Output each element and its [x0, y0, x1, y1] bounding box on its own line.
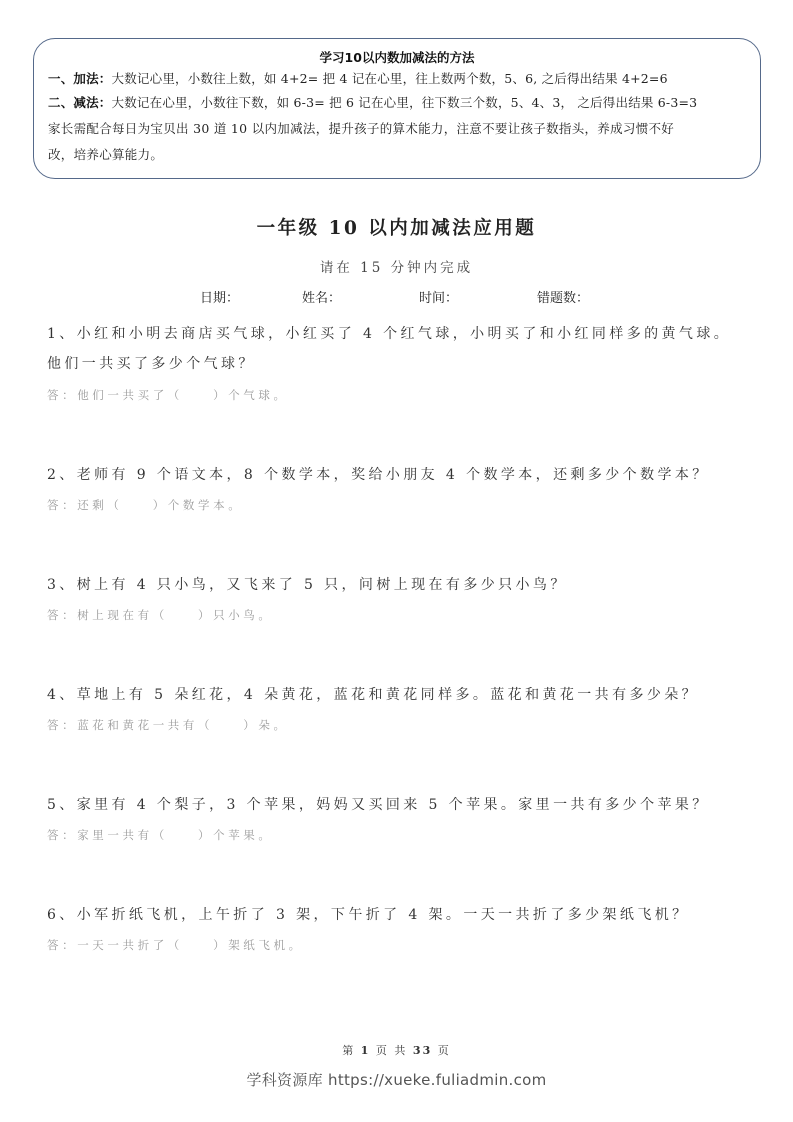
question-6: 6、小军折纸飞机，上午折了 3 架，下午折了 4 架。一天一共折了多少架纸飞机？ — [47, 907, 690, 923]
parent-note-line-1: 家长需配合每日为宝贝出 30 道 10 以内加减法，提升孩子的算术能力，注意不要让孩子数指头，养成习惯不好 — [48, 121, 675, 136]
addition-tip — [48, 68, 746, 90]
addition-label: 一、加法： — [48, 71, 112, 86]
question-1-line-1: 1、小红和小明去商店买气球，小红买了 4 个红气球，小明买了和小红同样多的黄气球。 — [47, 326, 732, 342]
tips-box — [33, 38, 761, 179]
subtraction-tip — [48, 90, 746, 116]
parent-note-line-2: 改，培养心算能力。 — [48, 147, 164, 162]
page-number — [0, 1042, 793, 1058]
question-2: 2、老师有 9 个语文本，8 个数学本，奖给小朋友 4 个数学本，还剩多少个数学本？ — [47, 467, 710, 483]
answer-4: 答：蓝花和黄花一共有（ ）朵。 — [47, 718, 289, 732]
answer-6: 答：一天一共折了（ ）架纸飞机。 — [47, 938, 304, 952]
subtraction-label: 二、减法： — [48, 95, 112, 110]
question-1-line-2: 他们一共买了多少个气球？ — [47, 356, 256, 372]
question-5: 5、家里有 4 个梨子，3 个苹果，妈妈又买回来 5 个苹果。家里一共有多少个苹果？ — [47, 797, 710, 813]
page-current: 1 — [360, 1044, 371, 1057]
answer-5: 答：家里一共有（ ）个苹果。 — [47, 828, 274, 842]
subtraction-text: 大数记在心里，小数往下数，如 6-3= 把 6 记在心里，往下数三个数，5、4、3， 之后得出结果 6-3=3 — [111, 95, 698, 110]
name-field-label: 姓名： — [302, 291, 342, 306]
question-1 — [47, 319, 757, 379]
page-prefix: 第 — [342, 1044, 356, 1057]
tips-title: 学习10以内数加减法的方法 — [319, 50, 475, 65]
answer-3: 答：树上现在有（ ）只小鸟。 — [47, 608, 274, 622]
answer-2: 答：还剩（ ）个数学本。 — [47, 498, 244, 512]
time-field-label: 时间： — [419, 291, 459, 306]
page-total: 33 — [412, 1044, 433, 1057]
question-3: 3、树上有 4 只小鸟，又飞来了 5 只，问树上现在有多少只小鸟？ — [47, 577, 568, 593]
source-watermark: 学科资源库 https://xueke.fuliadmin.com — [246, 1071, 547, 1089]
info-fields-row — [0, 287, 793, 307]
worksheet-title: 一年级 10 以内加减法应用题 — [256, 218, 537, 239]
errors-field-label: 错题数： — [537, 291, 590, 306]
question-4: 4、草地上有 5 朵红花，4 朵黄花，蓝花和黄花同样多。蓝花和黄花一共有多少朵？ — [47, 687, 700, 703]
answer-1: 答：他们一共买了（ ）个气球。 — [47, 388, 289, 402]
addition-text: 大数记心里，小数往上数，如 4+2= 把 4 记在心里，往上数两个数，5、6, 之后得出结果 4+2=6 — [111, 71, 668, 86]
page-middle: 页 共 — [375, 1044, 408, 1057]
date-field-label: 日期： — [200, 291, 240, 306]
page-suffix: 页 — [437, 1044, 451, 1057]
worksheet-subtitle: 请在 15 分钟内完成 — [319, 260, 474, 276]
